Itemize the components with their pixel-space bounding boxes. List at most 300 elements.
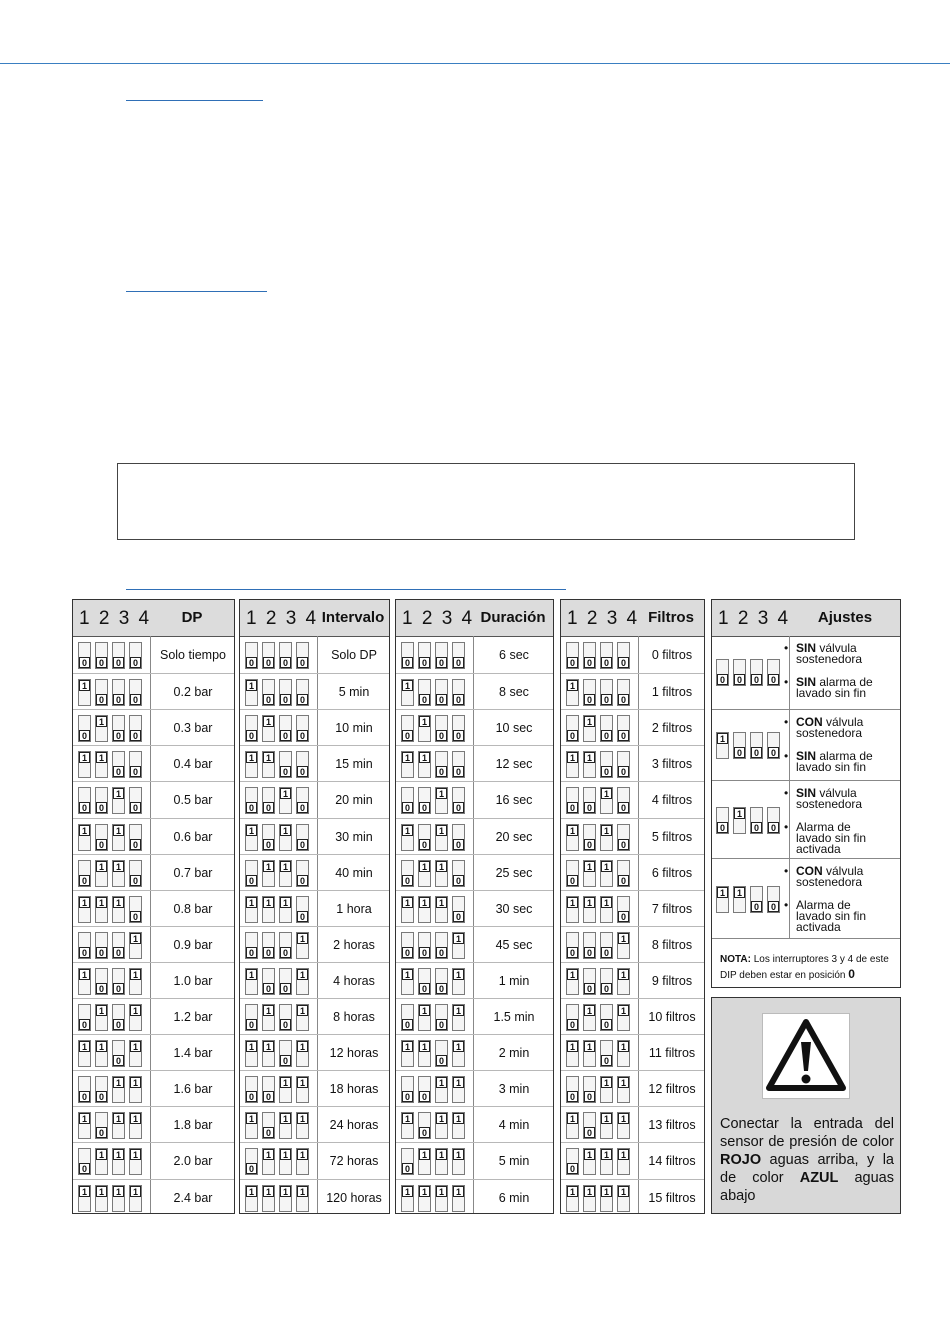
dip-switch-1 [245, 751, 258, 778]
dip-switch-3 [435, 1040, 448, 1067]
dip-switch-3 [279, 679, 292, 706]
dip-switch-2 [262, 679, 275, 706]
table-row [396, 1106, 553, 1143]
dip-switch-1 [566, 1076, 579, 1103]
dip-switch-state: 1 [297, 933, 308, 944]
dip-switch-state: 1 [436, 825, 447, 836]
dip-switch-2 [262, 824, 275, 851]
dip-switch-2 [418, 860, 431, 887]
dip-switch-2 [418, 1004, 431, 1031]
table-value: 8 sec [499, 685, 529, 700]
dip-switch-state: 1 [297, 969, 308, 980]
dip-switch-state: 1 [263, 861, 274, 872]
dip-switch-state: 0 [263, 1127, 274, 1138]
dip-switch-1 [78, 1185, 91, 1212]
dip-switch-state: 1 [402, 969, 413, 980]
dip-switch-state: 0 [402, 1019, 413, 1030]
dip-switch-state: 0 [402, 730, 413, 741]
ajustes-row [712, 858, 900, 939]
table-row [396, 890, 553, 927]
dip-switch-3 [279, 751, 292, 778]
dip-switch-state: 1 [280, 825, 291, 836]
dip-switch-state: 0 [280, 947, 291, 958]
dip-switch-state: 1 [96, 752, 107, 763]
dip-switch-state: 1 [584, 897, 595, 908]
table-value: 72 horas [329, 1154, 379, 1169]
table-row [240, 818, 389, 855]
dip-switch-state: 0 [453, 730, 464, 741]
dip-switch-3 [750, 807, 763, 834]
ajustes-bullet: • Alarma de lavado sin fin activada [784, 820, 867, 856]
dip-switch-1 [78, 1040, 91, 1067]
dip-switch-2 [418, 1112, 431, 1139]
dip-switch-4 [617, 968, 630, 995]
dip-switch-3 [435, 932, 448, 959]
dip-switch-state: 1 [96, 861, 107, 872]
dip-switch-state: 0 [584, 983, 595, 994]
dip-switch-state: 1 [453, 1005, 464, 1016]
table-value: 20 min [335, 793, 373, 808]
table-title: Duración [480, 609, 546, 626]
table-row [561, 962, 704, 999]
table-row [240, 1179, 389, 1216]
dip-switch-4 [617, 1076, 630, 1103]
dip-switch-1 [78, 787, 91, 814]
dip-switch-3 [279, 860, 292, 887]
dip-switch-3 [435, 787, 448, 814]
table-value: 6 sec [499, 648, 529, 662]
dip-switch-state: 1 [567, 1041, 578, 1052]
dip-switch-state: 0 [567, 802, 578, 813]
dip-switch-4 [129, 1148, 142, 1175]
dip-switch-2 [262, 1040, 275, 1067]
dip-switch-state: 0 [436, 947, 447, 958]
dip-switch-4 [129, 642, 142, 669]
dip-switch-state: 1 [419, 861, 430, 872]
dip-switch-state: 1 [601, 1186, 612, 1197]
dip-switch-state: 1 [263, 752, 274, 763]
dip-switch-state: 0 [601, 1055, 612, 1066]
table-value: 10 sec [495, 721, 533, 736]
dip-switch-1 [716, 886, 729, 913]
dip-switch-3 [600, 896, 613, 923]
dip-switch-state: 0 [246, 802, 257, 813]
dip-switch-state: 0 [79, 1091, 90, 1102]
table-row [73, 890, 234, 927]
dip-switch-state: 1 [79, 752, 90, 763]
dip-switch-state: 0 [280, 694, 291, 705]
dip-switch-state: 0 [567, 947, 578, 958]
dip-switch-2 [418, 968, 431, 995]
dip-switch-state: 1 [113, 1113, 124, 1124]
table-row [73, 1179, 234, 1216]
dip-switch-1 [78, 932, 91, 959]
table-row [561, 1034, 704, 1071]
dip-switch-state: 1 [734, 808, 745, 819]
table-value: 1.0 bar [173, 973, 213, 988]
dip-switch-1 [78, 715, 91, 742]
dip-switch-3 [600, 1076, 613, 1103]
ajustes-note [712, 938, 900, 989]
dip-switch-state: 0 [297, 694, 308, 705]
dip-switch-1 [401, 679, 414, 706]
dip-switch-state: 0 [96, 802, 107, 813]
dip-switch-3 [112, 824, 125, 851]
dip-switch-3 [435, 1076, 448, 1103]
dip-switch-state: 1 [402, 1113, 413, 1124]
dip-switch-3 [279, 1076, 292, 1103]
table-value: 5 min [498, 1154, 530, 1169]
dip-switch-3 [112, 1148, 125, 1175]
dip-switch-state: 0 [263, 947, 274, 958]
dip-switch-3 [435, 1004, 448, 1031]
dip-switch-1 [78, 860, 91, 887]
dip-switch-4 [452, 715, 465, 742]
dip-switch-1 [78, 1148, 91, 1175]
dip-switch-1 [245, 932, 258, 959]
warning-panel [711, 997, 901, 1214]
dip-switch-state: 1 [734, 887, 745, 898]
dip-switch-2 [418, 1185, 431, 1212]
dip-switch-state: 1 [246, 969, 257, 980]
dip-switch-state: 1 [601, 1077, 612, 1088]
dip-switch-4 [129, 860, 142, 887]
dip-switch-state: 1 [436, 1077, 447, 1088]
dip-switch-1 [245, 1185, 258, 1212]
dip-switch-2 [733, 807, 746, 834]
dip-switch-state: 1 [618, 1186, 629, 1197]
dip-switch-2 [418, 932, 431, 959]
dip-switch-2 [262, 787, 275, 814]
dip-switch-state: 1 [113, 1186, 124, 1197]
table-row [396, 1070, 553, 1107]
dip-switch-2 [418, 1076, 431, 1103]
table-value: 0 filtros [651, 648, 693, 662]
dip-switch-4 [296, 860, 309, 887]
dip-switch-state: 1 [113, 1149, 124, 1160]
dip-switch-3 [600, 751, 613, 778]
dip-switch-state: 1 [453, 1041, 464, 1052]
dip-switch-1 [245, 860, 258, 887]
dip-switch-state: 0 [419, 802, 430, 813]
dip-switch-4 [617, 679, 630, 706]
dip-switch-state: 0 [436, 657, 447, 668]
dip-switch-state: 1 [113, 788, 124, 799]
dip-switch-3 [279, 1040, 292, 1067]
dip-switch-state: 1 [402, 752, 413, 763]
dip-switch-1 [401, 860, 414, 887]
dip-switch-state: 1 [96, 716, 107, 727]
dip-switch-state: 0 [768, 901, 779, 912]
dip-switch-state: 0 [96, 657, 107, 668]
dip-switch-state: 0 [263, 1091, 274, 1102]
dip-switch-1 [566, 642, 579, 669]
table-value: 15 filtros [648, 1190, 696, 1205]
dip-switch-state: 0 [246, 1091, 257, 1102]
table-value: 1.6 bar [173, 1082, 213, 1097]
dip-switch-state: 1 [130, 969, 141, 980]
dip-switch-4 [129, 1040, 142, 1067]
dip-switch-state: 0 [453, 802, 464, 813]
dip-switch-state: 0 [601, 983, 612, 994]
dip-switch-state: 0 [113, 1019, 124, 1030]
table-row [396, 1179, 553, 1216]
dip-switch-state: 1 [453, 933, 464, 944]
table-row [240, 890, 389, 927]
dip-switch-state: 1 [246, 825, 257, 836]
dip-switch-state: 0 [263, 983, 274, 994]
dip-switch-4 [617, 896, 630, 923]
dip-switch-state: 1 [436, 861, 447, 872]
dip-switch-4 [296, 1112, 309, 1139]
dip-switch-state: 1 [419, 1186, 430, 1197]
table-value: 4 filtros [651, 793, 693, 808]
dip-switch-state: 1 [79, 825, 90, 836]
ajustes-bullet: • SIN alarma de lavado sin fin [784, 749, 873, 774]
dip-switch-state: 0 [246, 1019, 257, 1030]
dip-switch-state: 1 [246, 1186, 257, 1197]
dip-switch-state: 0 [436, 766, 447, 777]
table-value: 5 filtros [651, 829, 693, 844]
dip-switch-1 [566, 1185, 579, 1212]
dip-switch-state: 0 [436, 694, 447, 705]
dip-switch-state: 1 [96, 897, 107, 908]
dip-switch-3 [112, 715, 125, 742]
table-value: Solo tiempo [159, 648, 226, 662]
dip-switch-state: 1 [79, 969, 90, 980]
table-row [240, 709, 389, 746]
dip-switch-state: 0 [453, 766, 464, 777]
dip-switch-state: 1 [130, 1113, 141, 1124]
dip-switch-4 [452, 896, 465, 923]
dip-switch-state: 1 [567, 680, 578, 691]
dip-switch-3 [112, 1076, 125, 1103]
dip-switch-2 [95, 751, 108, 778]
dip-switch-3 [279, 787, 292, 814]
table-value: 25 sec [495, 865, 533, 880]
dip-switch-state: 0 [768, 674, 779, 685]
dip-switch-1 [566, 1004, 579, 1031]
table-value: 13 filtros [648, 1118, 696, 1133]
dip-switch-2 [95, 715, 108, 742]
dip-switch-3 [435, 679, 448, 706]
dip-switch-state: 1 [436, 897, 447, 908]
dip-switch-state: 0 [402, 1163, 413, 1174]
dip-switch-3 [112, 896, 125, 923]
dip-switch-state: 0 [280, 730, 291, 741]
dip-switch-3 [750, 732, 763, 759]
ajustes-panel [711, 599, 901, 988]
dip-switch-4 [296, 715, 309, 742]
dip-switch-state: 1 [113, 825, 124, 836]
dip-switch-state: 1 [584, 752, 595, 763]
dip-switch-4 [767, 659, 780, 686]
dip-switch-4 [617, 751, 630, 778]
table-value: 1 hora [336, 901, 372, 916]
dip-switch-state: 0 [402, 657, 413, 668]
dip-switch-3 [750, 659, 763, 686]
dip-switch-state: 1 [297, 1149, 308, 1160]
dip-switch-state: 0 [79, 730, 90, 741]
dip-switch-state: 1 [280, 861, 291, 872]
dip-switch-4 [617, 1185, 630, 1212]
dip-switch-3 [435, 1148, 448, 1175]
dip-switch-state: 0 [618, 802, 629, 813]
dip-switch-state: 0 [297, 657, 308, 668]
dip-switch-3 [279, 1185, 292, 1212]
dip-switch-3 [600, 824, 613, 851]
dip-switch-state: 0 [246, 730, 257, 741]
dip-switch-state: 0 [734, 674, 745, 685]
dip-switch-state: 0 [584, 657, 595, 668]
table-row [73, 745, 234, 782]
ajustes-row [712, 636, 900, 709]
dip-switch-state: 0 [246, 657, 257, 668]
dip-switch-3 [600, 1148, 613, 1175]
switch-numbers: 1 2 3 4 [402, 608, 475, 629]
table-row [73, 637, 234, 673]
table-row [396, 709, 553, 746]
dip-switch-state: 0 [402, 1091, 413, 1102]
dip-switch-4 [296, 751, 309, 778]
dip-switch-4 [296, 679, 309, 706]
table-row [73, 926, 234, 963]
table-row [240, 926, 389, 963]
table-value: 6 min [498, 1190, 530, 1205]
dip-switch-1 [401, 1112, 414, 1139]
dip-switch-state: 1 [263, 1005, 274, 1016]
dip-switch-3 [435, 824, 448, 851]
dip-switch-state: 1 [436, 788, 447, 799]
dip-switch-state: 0 [567, 1091, 578, 1102]
dip-switch-state: 1 [280, 788, 291, 799]
dip-switch-1 [566, 824, 579, 851]
dip-switch-1 [245, 679, 258, 706]
dip-switch-2 [95, 642, 108, 669]
table-row [561, 1142, 704, 1179]
dip-switch-1 [245, 1004, 258, 1031]
dip-table-intervalo [239, 599, 390, 1214]
dip-switch-2 [262, 896, 275, 923]
ajustes-header [712, 600, 900, 637]
dip-switch-state: 0 [436, 1055, 447, 1066]
dip-switch-4 [617, 860, 630, 887]
dip-switch-1 [245, 1148, 258, 1175]
dip-switch-state: 1 [263, 1186, 274, 1197]
switch-numbers: 1 2 3 4 [79, 608, 152, 629]
dip-switch-state: 0 [402, 875, 413, 886]
table-value: 3 min [498, 1082, 530, 1097]
dip-switch-state: 0 [584, 839, 595, 850]
table-row [561, 709, 704, 746]
dip-switch-1 [566, 751, 579, 778]
dip-switch-3 [112, 968, 125, 995]
dip-switch-4 [129, 1112, 142, 1139]
dip-switch-4 [767, 732, 780, 759]
table-value: 18 horas [329, 1082, 379, 1097]
dip-switch-2 [262, 1076, 275, 1103]
dip-switch-4 [296, 1148, 309, 1175]
dip-switch-1 [401, 968, 414, 995]
dip-switch-1 [78, 824, 91, 851]
dip-switch-state: 1 [402, 680, 413, 691]
table-value: 0.5 bar [173, 793, 213, 808]
dip-switch-state: 1 [618, 1005, 629, 1016]
table-value: 40 min [335, 865, 373, 880]
dip-switch-4 [296, 1185, 309, 1212]
dip-switch-3 [435, 968, 448, 995]
dip-switch-4 [452, 1112, 465, 1139]
dip-switch-state: 1 [618, 969, 629, 980]
dip-switch-state: 1 [246, 897, 257, 908]
dip-switch-4 [452, 642, 465, 669]
dip-table-duración [395, 599, 554, 1214]
dip-switch-3 [435, 751, 448, 778]
dip-switch-2 [583, 1040, 596, 1067]
dip-switch-4 [129, 715, 142, 742]
dip-switch-state: 1 [419, 752, 430, 763]
ajustes-bullet: • CON válvula sostenedora [784, 864, 864, 889]
dip-switch-2 [95, 896, 108, 923]
dip-switch-4 [452, 968, 465, 995]
dip-switch-state: 1 [584, 1041, 595, 1052]
dip-switch-state: 1 [402, 825, 413, 836]
dip-switch-1 [401, 932, 414, 959]
dip-switch-4 [129, 1076, 142, 1103]
dip-switch-state: 0 [618, 730, 629, 741]
dip-switch-state: 1 [567, 897, 578, 908]
dip-switch-state: 0 [419, 983, 430, 994]
dip-switch-state: 1 [263, 1149, 274, 1160]
dip-switch-2 [583, 1076, 596, 1103]
dip-switch-3 [600, 679, 613, 706]
dip-switch-2 [418, 787, 431, 814]
dip-switch-3 [112, 1112, 125, 1139]
dip-switch-4 [296, 642, 309, 669]
dip-switch-state: 0 [96, 839, 107, 850]
dip-switch-2 [418, 1040, 431, 1067]
dip-switch-2 [95, 932, 108, 959]
dip-switch-state: 1 [601, 1113, 612, 1124]
dip-switch-state: 0 [419, 947, 430, 958]
table-value: 15 min [335, 757, 373, 772]
dip-switch-4 [452, 679, 465, 706]
dip-switch-3 [112, 860, 125, 887]
table-row [561, 745, 704, 782]
table-row [73, 818, 234, 855]
table-row [240, 745, 389, 782]
dip-switch-state: 0 [113, 657, 124, 668]
dip-switch-state: 0 [402, 947, 413, 958]
dip-switch-state: 1 [618, 1149, 629, 1160]
dip-switch-state: 1 [567, 1113, 578, 1124]
table-row [240, 998, 389, 1035]
dip-switch-3 [279, 824, 292, 851]
table-value: 0.9 bar [173, 937, 213, 952]
dip-switch-4 [452, 1076, 465, 1103]
dip-switch-state: 0 [130, 657, 141, 668]
dip-switch-2 [95, 1148, 108, 1175]
dip-switch-state: 1 [436, 1186, 447, 1197]
dip-switch-state: 0 [79, 1019, 90, 1030]
dip-switch-state: 1 [130, 1041, 141, 1052]
table-row [561, 781, 704, 818]
dip-switch-state: 1 [263, 716, 274, 727]
table-row [396, 818, 553, 855]
table-row [561, 998, 704, 1035]
table-value: 3 filtros [651, 757, 693, 772]
dip-switch-4 [617, 932, 630, 959]
